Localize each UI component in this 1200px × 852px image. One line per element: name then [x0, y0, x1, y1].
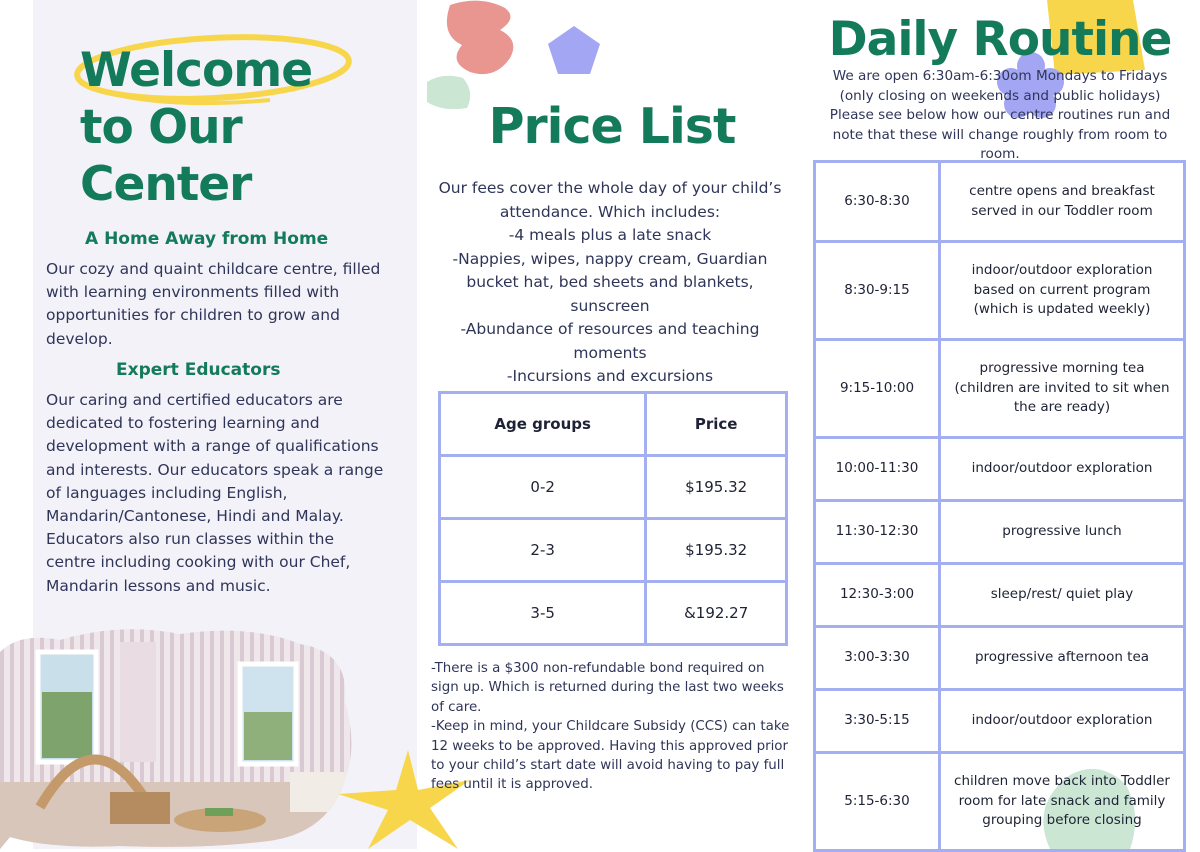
age-group-cell: 2-3: [440, 519, 646, 582]
home-away-text: Our cozy and quaint childcare centre, filled with learning environments filled with opportunities for children to grow and develop.: [46, 260, 381, 348]
welcome-title-line: Welcome: [80, 43, 313, 98]
fees-line: -Incursions and excursions: [506, 367, 714, 385]
routine-time: 5:15-6:30: [815, 753, 940, 851]
table-row: [815, 340, 1185, 438]
table-header-row: [440, 393, 787, 456]
expert-educators-heading: Expert Educators: [116, 360, 281, 380]
routine-activity: progressive afternoon tea: [940, 627, 1185, 690]
age-group-cell: 0-2: [440, 456, 646, 519]
table-row: [815, 242, 1185, 340]
welcome-title-line: to Our: [80, 100, 242, 155]
routine-activity: centre opens and breakfast served in our Toddler room: [940, 162, 1185, 242]
price-cell: $195.32: [646, 519, 787, 582]
routine-activity: indoor/outdoor exploration: [940, 438, 1185, 501]
table-header-price: Price: [646, 393, 787, 456]
routine-activity: progressive lunch: [940, 501, 1185, 564]
table-row: [440, 519, 787, 582]
table-row: [440, 456, 787, 519]
routine-activity: indoor/outdoor exploration based on current program (which is updated weekly): [940, 242, 1185, 340]
daily-routine-title: Daily Routine: [828, 12, 1172, 67]
fees-line: Our fees cover the whole day of your child’s attendance. Which includes:: [438, 179, 782, 221]
price-table: [438, 391, 788, 646]
welcome-title-line: Center: [80, 157, 252, 212]
fees-line: -Abundance of resources and teaching moments: [460, 320, 760, 362]
fees-line: -4 meals plus a late snack: [508, 226, 712, 244]
price-note: -There is a $300 non-refundable bond required on sign up. Which is returned during the last two weeks of care.: [431, 661, 784, 715]
routine-time: 8:30-9:15: [815, 242, 940, 340]
age-group-cell: 3-5: [440, 582, 646, 645]
routine-intro-line: (only closing on weekends and public holidays): [839, 87, 1161, 104]
routine-intro-line: We are open 6:30am-6:30om Mondays to Fridays: [832, 68, 1168, 84]
routine-activity: sleep/rest/ quiet play: [940, 564, 1185, 627]
routine-activity: children move back into Toddler room for late snack and family grouping before closing: [940, 753, 1185, 851]
fees-line: -Nappies, wipes, nappy cream, Guardian bucket hat, bed sheets and blankets, sunscreen: [452, 249, 768, 315]
routine-time: 9:15-10:00: [815, 340, 940, 438]
classroom-photo: [0, 622, 360, 849]
table-row: [815, 753, 1185, 851]
price-cell: &192.27: [646, 582, 787, 645]
price-list-title: Price List: [488, 98, 736, 155]
table-row: [440, 582, 787, 645]
fees-intro: [425, 177, 795, 389]
table-row: [815, 627, 1185, 690]
table-row: [815, 690, 1185, 753]
expert-educators-text: Our caring and certified educators are dedicated to fostering learning and development with a range of qualifications and interests. Our educators speak a range of languages including English, Mandarin/Cantonese, Hindi and Malay. Educators also run classes within the centre including cooking with our Chef, Mandarin lessons and music.: [46, 391, 384, 595]
routine-time: 11:30-12:30: [815, 501, 940, 564]
routine-time: 3:30-5:15: [815, 690, 940, 753]
routine-activity: indoor/outdoor exploration: [940, 690, 1185, 753]
welcome-title: [80, 42, 312, 213]
table-row: [815, 564, 1185, 627]
routine-table: [813, 160, 1186, 852]
routine-time: 10:00-11:30: [815, 438, 940, 501]
routine-intro: [820, 67, 1180, 165]
routine-activity: progressive morning tea (children are invited to sit when the are ready): [940, 340, 1185, 438]
home-away-heading: A Home Away from Home: [85, 229, 329, 249]
purple-pentagon-icon: [546, 24, 602, 76]
table-row: [815, 438, 1185, 501]
table-header-age: Age groups: [440, 393, 646, 456]
pink-blob-icon: [440, 0, 522, 80]
routine-time: 3:00-3:30: [815, 627, 940, 690]
table-row: [815, 501, 1185, 564]
price-cell: $195.32: [646, 456, 787, 519]
routine-intro-line: Please see below how our centre routines run and note that these will change roughly from room to room.: [829, 107, 1171, 162]
routine-time: 6:30-8:30: [815, 162, 940, 242]
price-notes: [431, 659, 793, 795]
table-row: [815, 162, 1185, 242]
price-note: -Keep in mind, your Childcare Subsidy (CCS) can take 12 weeks to be approved. Having this approved prior to your child’s start date will avoid having to pay full fees until it is approved.: [431, 719, 790, 793]
routine-time: 12:30-3:00: [815, 564, 940, 627]
